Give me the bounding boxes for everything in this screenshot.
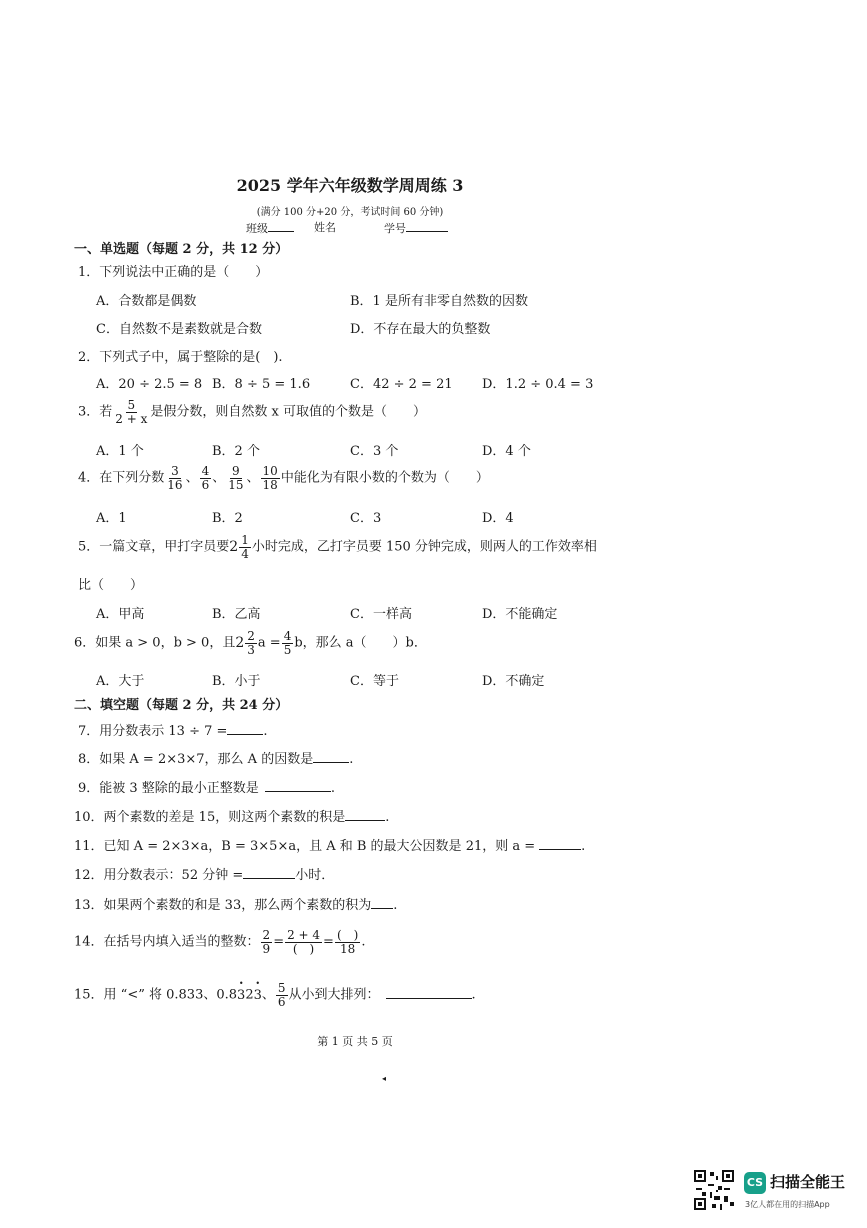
q6-option-b: B．小于	[212, 674, 261, 689]
q4-prefix: 4．在下列分数	[78, 470, 165, 486]
q4-option-c: C．3	[350, 511, 382, 526]
q12-prefix: 12．用分数表示：52 分钟 =	[74, 868, 244, 883]
section-1-heading: 一、单选题（每题 2 分，共 12 分）	[74, 242, 289, 257]
question-1-stem: 1．下列说法中正确的是（ ）	[78, 265, 269, 280]
q3-frac-num: 5	[127, 398, 136, 412]
q5-mixed-whole: 2	[229, 539, 239, 556]
question-4-stem	[78, 465, 489, 491]
q4-f2-num: 4	[201, 464, 210, 478]
q15-f-den: 6	[277, 994, 286, 1009]
q6-mid: a =	[257, 635, 281, 651]
q14-f1-num: 2	[262, 928, 271, 942]
question-5-stem	[78, 534, 597, 560]
q5-prefix: 5．一篇文章，甲打字员要	[78, 539, 230, 555]
q15-sep: 、	[261, 987, 275, 1003]
q14-eq-1: =	[273, 934, 285, 950]
q5-option-d: D．不能确定	[482, 607, 558, 622]
q14-f1-den: 9	[262, 941, 271, 956]
q7-text: 7．用分数表示 13 ÷ 7 =	[78, 724, 228, 739]
q15-prefix: 15．用 “<” 将 0.833、	[74, 987, 217, 1003]
q11-text: 11．已知 A = 2×3×a，B = 3×5×a，且 A 和 B 的最大公因数是 21，则 a =	[74, 839, 536, 854]
q7-period: .	[263, 724, 268, 739]
id-field	[384, 219, 448, 236]
q15-rep-lead: 0.8	[216, 987, 238, 1003]
exam-subtitle: (满分 100 分+20 分，考试时间 60 分钟)	[256, 207, 444, 218]
q9-blank	[265, 779, 331, 792]
q14-eq-2: =	[323, 934, 334, 950]
q4-f4-den: 18	[262, 477, 278, 492]
q9-text: 9．能被 3 整除的最小正整数是	[78, 781, 259, 796]
question-5-line2: 比（ ）	[78, 578, 144, 593]
question-12	[74, 864, 334, 883]
question-9	[78, 777, 335, 796]
page-number: 第 1 页 共 5 页	[317, 1035, 393, 1048]
q15-repeating-decimal	[216, 988, 262, 1003]
q3-prefix: 3．若	[78, 404, 113, 420]
q4-suffix: 中能化为有限小数的个数为（ ）	[280, 470, 489, 486]
q7-blank	[227, 722, 263, 735]
q15-rep-dot-2: • 3	[254, 988, 262, 1003]
question-14	[74, 929, 365, 955]
q2-option-a: A．20 ÷ 2.5 = 8	[96, 377, 203, 392]
q6-option-d: D．不确定	[482, 674, 545, 689]
q4-f2-den: 6	[201, 477, 210, 492]
q1-option-b: B．1 是所有非零自然数的因数	[350, 294, 528, 309]
q3-option-a: A．1 个	[96, 444, 144, 459]
q5-option-c: C．一样高	[350, 607, 412, 622]
q14-fraction-3	[335, 929, 360, 955]
q3-frac-den: 2 + x	[115, 411, 148, 426]
q6-prefix: 6．如果 a > 0，b > 0，且	[74, 635, 236, 651]
qr-code-icon	[694, 1170, 734, 1210]
q13-blank	[371, 896, 393, 909]
camscanner-logo-icon: CS	[744, 1172, 766, 1194]
q4-sep-2: 、	[212, 470, 226, 486]
q4-option-a: A．1	[96, 511, 127, 526]
q3-option-d: D．4 个	[482, 444, 531, 459]
q13-text: 13．如果两个素数的和是 33，那么两个素数的积为	[74, 898, 372, 913]
q4-sep-3: 、	[246, 470, 260, 486]
question-10	[74, 806, 389, 825]
q4-option-d: D．4	[482, 511, 514, 526]
q14-f3-den: 18	[340, 941, 356, 956]
q13-period: .	[393, 898, 398, 913]
q11-blank	[539, 837, 581, 850]
q4-f3-num: 9	[232, 464, 240, 478]
q15-f-num: 5	[277, 981, 286, 995]
q10-text: 10．两个素数的差是 15，则这两个素数的积是	[74, 810, 346, 825]
section-2-heading: 二、填空题（每题 2 分，共 24 分）	[74, 698, 289, 713]
q1-option-c: C．自然数不是素数就是合数	[96, 322, 262, 337]
q4-fraction-2	[200, 465, 212, 491]
watermark-tagline: 3亿人都在用的扫描App	[745, 1200, 830, 1209]
q9-period: .	[330, 781, 335, 796]
q1-option-a: A．合数都是偶数	[96, 294, 197, 309]
q14-f2-num: 2 + 4	[287, 928, 321, 942]
question-6-stem	[74, 630, 427, 656]
q3-option-c: C．3 个	[350, 444, 399, 459]
q11-period: .	[581, 839, 586, 854]
q4-fraction-3	[226, 465, 245, 491]
exam-title: 2025 学年六年级数学周周练 3	[236, 176, 464, 195]
q15-fraction	[276, 982, 288, 1008]
q6-f1-num: 2	[247, 629, 255, 643]
q8-blank	[313, 750, 349, 763]
q5-mixed-den: 4	[241, 546, 249, 561]
q6-f2-den: 5	[283, 642, 292, 657]
q5-mixed-fraction	[239, 534, 251, 560]
q14-fraction-1	[261, 929, 273, 955]
q3-suffix: 是假分数，则自然数 x 可取值的个数是（ ）	[150, 404, 426, 420]
watermark-name: 扫描全能王	[770, 1173, 846, 1191]
scan-mark: ◂	[382, 1074, 387, 1083]
q14-period: .	[361, 934, 366, 950]
q15-rep-dot-1: • 3	[237, 988, 245, 1003]
q4-option-b: B．2	[212, 511, 243, 526]
q8-period: .	[349, 752, 354, 767]
q5-mixed-num: 1	[241, 533, 249, 547]
q14-fraction-2	[285, 929, 322, 955]
q4-f1-num: 3	[171, 464, 179, 478]
q3-fraction	[113, 399, 149, 425]
q4-sep-1: 、	[185, 470, 199, 486]
q2-option-c: C．42 ÷ 2 = 21	[350, 377, 453, 392]
q6-f2-num: 4	[283, 629, 292, 643]
q6-whole: 2	[235, 635, 245, 652]
q4-fraction-4	[261, 465, 280, 491]
name-label: 姓名	[314, 221, 336, 234]
q15-suffix: 从小到大排列：	[288, 987, 380, 1003]
question-15	[74, 982, 476, 1008]
q5-option-b: B．乙高	[212, 607, 261, 622]
class-label: 班级	[246, 222, 268, 235]
q4-f4-num: 10	[262, 464, 278, 478]
q10-period: .	[385, 810, 390, 825]
q4-f3-den: 15	[228, 477, 244, 492]
id-label: 学号	[384, 222, 406, 235]
q14-f3-num: ( )	[336, 928, 359, 942]
question-8	[78, 748, 353, 767]
q12-blank	[243, 866, 295, 879]
question-13	[74, 894, 397, 913]
q10-blank	[345, 808, 385, 821]
question-7	[78, 720, 268, 739]
question-3-stem	[78, 399, 426, 425]
class-field	[246, 219, 294, 236]
q6-fraction-1	[245, 630, 257, 656]
q15-rep-mid: 2	[245, 987, 254, 1003]
q6-option-a: A．大于	[96, 674, 145, 689]
class-blank	[268, 219, 294, 232]
question-11	[74, 835, 585, 854]
q14-prefix: 14．在括号内填入适当的整数：	[74, 934, 260, 950]
q6-suffix: b，那么 a（ ）b．	[294, 635, 427, 651]
q14-f2-den: ( )	[292, 941, 315, 956]
q5-suffix: 小时完成，乙打字员要 150 分钟完成，则两人的工作效率相	[251, 539, 597, 555]
q8-text: 8．如果 A = 2×3×7，那么 A 的因数是	[78, 752, 314, 767]
q4-fraction-1	[165, 465, 184, 491]
question-2-stem: 2．下列式子中，属于整除的是( ).	[78, 350, 283, 365]
q12-suffix: 小时．	[295, 868, 335, 883]
q6-option-c: C．等于	[350, 674, 399, 689]
q1-option-d: D．不存在最大的负整数	[350, 322, 491, 337]
q15-period: .	[471, 987, 476, 1003]
q4-f1-den: 16	[167, 477, 183, 492]
id-blank	[406, 219, 448, 232]
q2-option-b: B．8 ÷ 5 = 1.6	[212, 377, 311, 392]
name-field	[314, 219, 336, 235]
q15-blank	[386, 986, 472, 999]
q2-option-d: D．1.2 ÷ 0.4 = 3	[482, 377, 594, 392]
q5-option-a: A．甲高	[96, 607, 145, 622]
q3-option-b: B．2 个	[212, 444, 260, 459]
q6-fraction-2	[282, 630, 294, 656]
q6-f1-den: 3	[247, 642, 255, 657]
